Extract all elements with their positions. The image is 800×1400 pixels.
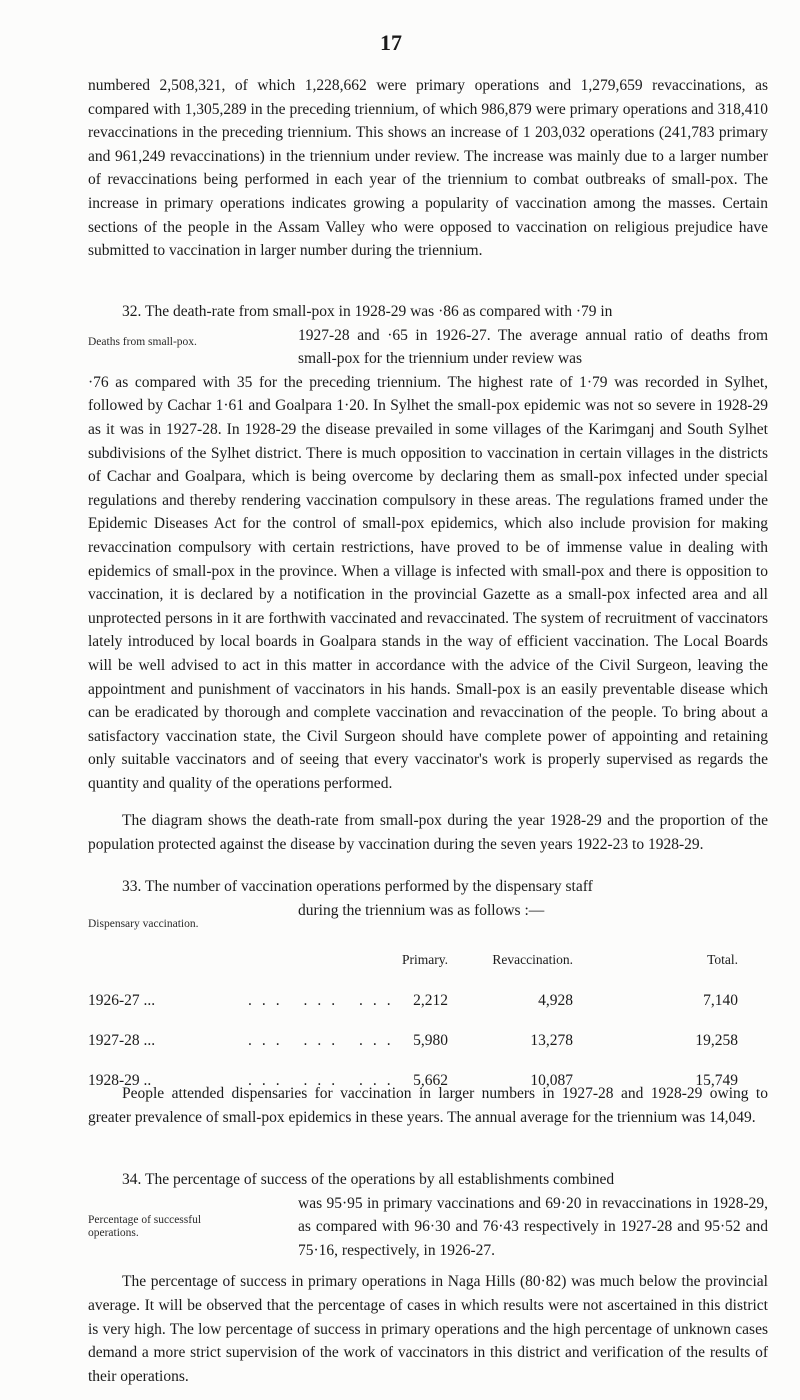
table-header bbox=[88, 952, 768, 992]
table-row bbox=[88, 1032, 768, 1072]
section-32-body: ·76 as compared with 35 for the preceding triennium. The highest rate of 1·79 was recorded in Sylhet, followed by Cachar 1·61 and Goalpara 1·20. In Sylhet the small-pox epidemic was not so severe in 1928-29 as it was in 1927-28. In 1928-29 the disease prevailed in some villages of the Karimganj and South Sylhet subdivisions of the Sylhet district. There is much opposition to vaccination in certain villages in the districts of Cachar and Goalpara, which is being overcome by declaring them as small-pox infected under special regulations and thereby rendering vaccination compulsory in these areas. The regulations framed under the Epidemic Diseases Act for the control of small-pox epidemics, which also include provision for making revaccination compulsory with certain restrictions, have proved to be of immense value in dealing with epidemics of small-pox in the province. When a village is infected with small-pox and there is opposition to vaccination, it is declared by a notification in the provincial Gazette as a small-pox infected area and all unprotected persons in it are forthwith vaccinated and revaccinated. The system of recruitment of vaccinators lately introduced by local boards in Goalpara stands in the way of efficient vaccination. The Local Boards will be well advised to act in this matter in accordance with the advice of the Civil Surgeon, leaving the appointment and punishment of vaccinators in his hands. Small-pox is an easily preventable disease which can be eradicated by thorough and complete vaccination and revaccination of the people. To bring about a satisfactory vaccination state, the Civil Surgeon should have complete power of appointing and retaining only suitable vaccinators and of seeing that every vaccinator's work is properly supervised as regards the quantity and quality of the operations performed. bbox=[88, 373, 768, 792]
intro-text: numbered 2,508,321, of which 1,228,662 were primary operations and 1,279,659 revaccinations, as compared with 1,305,289 in the preceding triennium, of which 986,879 were primary operations and 318,410 revaccinations in the preceding triennium. This shows an increase of 1 203,032 operations (241,783 primary and 961,249 revaccinations) in the triennium under review. The increase was mainly due to a larger number of revaccinations being performed in each year of the triennium to combat outbreaks of small-pox. The increase in primary operations indicates growing a popularity of vaccination among the masses. Certain sections of the people in the Assam Valley who were opposed to vaccination on religious prejudice have submitted to vaccination in larger number during the triennium. bbox=[88, 77, 768, 260]
section-34-first-line: 34. The percentage of success of the operations by all establishments combined bbox=[122, 1171, 615, 1188]
header-revaccination: Revaccination. bbox=[492, 952, 573, 967]
sidenote-deaths-from-small-pox: Deaths from small-pox. bbox=[88, 336, 197, 348]
row-revaccination: 10,087 bbox=[530, 1072, 573, 1089]
row-leader-dots: ... ... ... bbox=[248, 1032, 401, 1049]
section-32-first-line: 32. The death-rate from small-pox in 1928-29 was ·86 as compared with ·79 in bbox=[122, 303, 613, 320]
row-total: 19,258 bbox=[695, 1032, 738, 1049]
header-primary: Primary. bbox=[402, 952, 448, 967]
row-total: 7,140 bbox=[703, 992, 738, 1009]
section-32 bbox=[88, 300, 768, 857]
sidenote-percentage-of-successful-operations: Percentage of successful operations. bbox=[88, 1214, 202, 1239]
row-revaccination: 13,278 bbox=[530, 1032, 573, 1049]
section-34 bbox=[88, 1168, 768, 1388]
section-34-after-text: The percentage of success in primary operations in Naga Hills (80·82) was much below the provincial average. It will be observed that the percentage of cases in which results were not ascertained in this district is very high. The low percentage of success in primary operations and the high percentage of unknown cases demand a more strict supervision of the work of vaccinators in this district and verification of the results of their operations. bbox=[88, 1273, 768, 1385]
header-total: Total. bbox=[707, 952, 738, 967]
diagram-note: The diagram shows the death-rate from small-pox during the year 1928-29 and the proportion of the population protected against the disease by vaccination during the seven years 1922-23 to 1928-29. bbox=[88, 812, 768, 854]
row-primary: 2,212 bbox=[413, 992, 448, 1009]
section-33-after-text: People attended dispensaries for vaccination in larger numbers in 1927-28 and 1928-29 owing to greater prevalence of small-pox epidemics in these years. The annual average for the triennium was 14,049. bbox=[88, 1085, 768, 1126]
row-total: 15,749 bbox=[695, 1072, 738, 1089]
row-year: 1928-29 .. bbox=[88, 1072, 152, 1089]
intro-paragraph bbox=[88, 74, 768, 263]
section-33-first-line: 33. The number of vaccination operations performed by the dispensary staff bbox=[122, 878, 593, 895]
section-32-hanging-text: 1927-28 and ·65 in 1926-27. The average annual ratio of deaths from small-pox for the triennium under review was bbox=[298, 326, 768, 368]
row-year: 1926-27 ... bbox=[88, 992, 156, 1009]
row-revaccination: 4,928 bbox=[538, 992, 573, 1009]
section-33-after bbox=[88, 1082, 768, 1129]
table-row bbox=[88, 992, 768, 1032]
row-primary: 5,980 bbox=[413, 1032, 448, 1049]
section-33-hanging-text: during the triennium was as follows :— bbox=[298, 901, 545, 919]
section-34-hanging-text: was 95·95 in primary vaccinations and 69·20 in revaccinations in 1928-29, as compared with 96·30 and 76·43 respectively in 1927-28 and 95·52 and 75·16, respectively, in 1926-27. bbox=[298, 1194, 768, 1259]
sidenote-dispensary-vaccination: Dispensary vaccination. bbox=[88, 918, 199, 930]
row-primary: 5,662 bbox=[413, 1072, 448, 1089]
row-leader-dots: ... ... ... bbox=[248, 1072, 401, 1089]
row-leader-dots: ... ... ... bbox=[248, 992, 401, 1009]
row-year: 1927-28 ... bbox=[88, 1032, 156, 1049]
section-33 bbox=[88, 875, 768, 922]
page-number: 17 bbox=[380, 30, 402, 55]
